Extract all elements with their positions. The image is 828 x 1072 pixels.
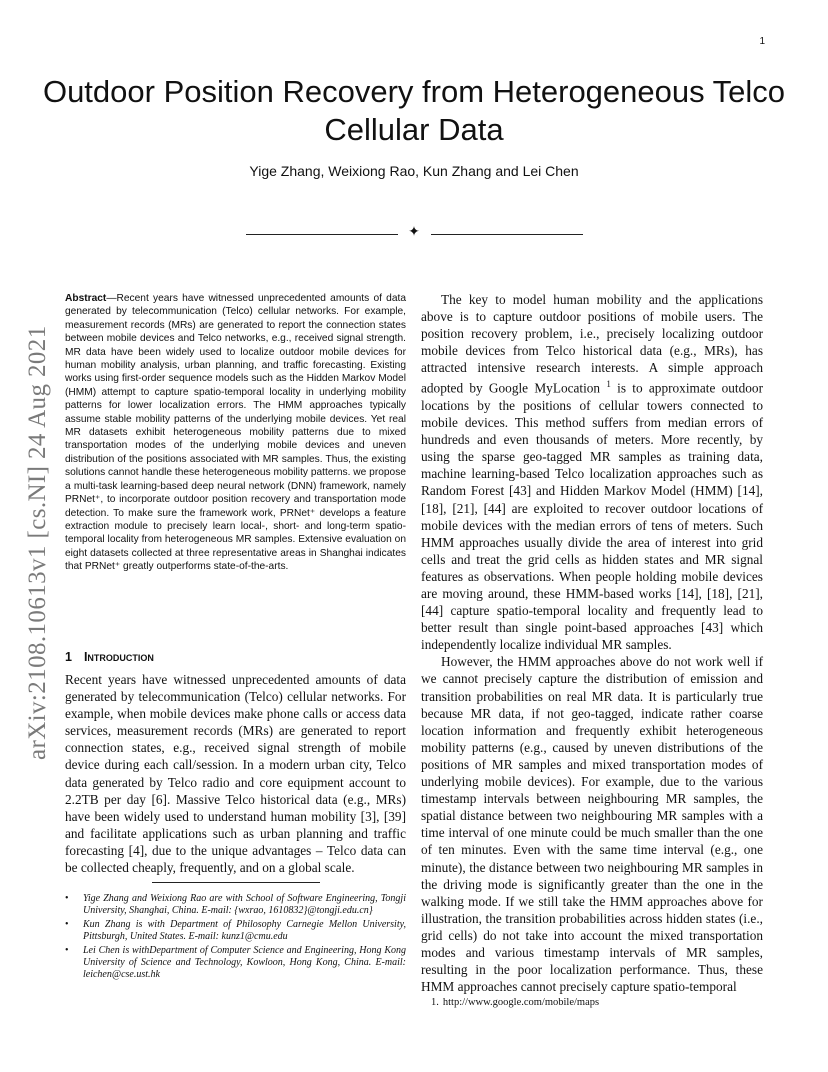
bullet-icon: • (65, 893, 69, 904)
abstract (65, 292, 406, 574)
footnote-number: 1. (431, 997, 439, 1008)
page-footnote (431, 997, 599, 1008)
right-column-paragraph (421, 291, 763, 653)
title-divider-right (431, 234, 583, 235)
paragraph-text: is to approximate outdoor locations by the positions of cellular towers connected to mobile devices. This method suffers from median errors of hundreds and even thousands of meters. More recently, by using the sparse geo-tagged MR samples as training data, machine learning-based Telco localization approaches such as Random Forest [43] and Hidden Markov Model (HMM) [14], [18], [21], [44] are exploited to recover outdoor locations of mobile devices with the median errors of tens of meters. Such HMM approaches usually divide the area of interest into grid cells and treat the grid cells as hidden states and MR signal features as observations. When people holding mobile devices are moving around, these HMM-based works [14], [18], [21], [44] capture spatio-temporal locality and frequently lead to better result than single point-based approaches [43] which independently localize individual MR samples. (421, 380, 763, 653)
affiliation-text: Kun Zhang is with Department of Philosophy Carnegie Mellon University, Pittsburgh, United States. E-mail: kunz1@cmu.edu (83, 918, 406, 943)
author-affiliations (65, 893, 406, 983)
footnote-url[interactable]: http://www.google.com/mobile/maps (442, 997, 600, 1008)
footnote-marker[interactable]: 1 (606, 379, 611, 390)
bullet-icon: • (65, 944, 69, 956)
section-number: 1 (65, 650, 72, 664)
divider-diamond-icon: ✦ (408, 224, 420, 240)
paragraph-text: The key to model human mobility and the applications above is to capture outdoor positions of mobile users. The position recovery problem, i.e., precisely localizing outdoor mobile devices from Telco historical data (e.g., MRs), has attracted intensive research interests. A simple approach adopted by Google MyLocation (421, 292, 763, 396)
paper-title: Outdoor Position Recovery from Heterogeneous Telco Cellular Data (42, 74, 786, 147)
arxiv-identifier-stamp: arXiv:2108.10613v1 [cs.NI] 24 Aug 2021 (24, 325, 51, 760)
right-column (421, 291, 763, 995)
affiliation-item (65, 919, 406, 944)
introduction-paragraph: Recent years have witnessed unprecedented amounts of data generated by telecommunication (Telco) cellular networks. For example, when mobile devices make phone calls or access data services, measurement records (MRs) are generated to report connection states, e.g., received signal strength of mobile device during each call/session. In a modern urban city, Telco data generated by Telco radio and core equipment account to 2.2TB per day [6]. Massive Telco historical data (e.g., MRs) have been widely used to understand human mobility [3], [39] and facilitate applications such as urban planning and traffic forecasting [4], due to the unique advantages – Telco data can be collected cheaply, frequently, and on a global scale. (65, 672, 406, 876)
abstract-text: —Recent years have witnessed unprecedented amounts of data generated by telecommunication (Telco) cellular networks. For example, measurement records (MRs) are generated to report the connection states between mobile devices and Telco networks, e.g., received signal strength. MR data have been widely used to localize outdoor mobile devices for human mobility analysis, urban planning, and traffic forecasting. Existing works using first-order sequence models such as the Hidden Markov Model (HMM) attempt to capture spatio-temporal locality in underlying mobility patterns for lower localization errors. The HMM approaches typically assume stable mobility patterns of the underlying mobile devices. Yet real MR datasets exhibit heterogeneous mobility patterns due to mixed transportation modes of the underlying mobile devices and uneven distribution of the positions associated with MR samples. Thus, the existing solutions cannot handle these heterogeneous mobility patterns. we propose a multi-task learning-based deep neural network (DNN) framework, namely PRNet⁺, to incorporate outdoor position recovery and transportation mode detection. To make sure the framework work, PRNet⁺ develops a feature extraction module to precisely learn local-, short- and long-term spatio-temporal locality from heterogeneous MR samples. Extensive evaluation on eight datasets collected at three representative areas in Shanghai indicates that PRNet⁺ greatly outperforms state-of-the-arts. (65, 293, 406, 573)
title-divider-left (246, 234, 398, 235)
page-number: 1 (759, 36, 765, 47)
affiliation-text: Lei Chen is withDepartment of Computer Science and Engineering, Hong Kong University of Science and Technology, Kowloon, Hong Kong, China. E-mail: leichen@cse.ust.hk (83, 944, 406, 981)
paper-authors: Yige Zhang, Weixiong Rao, Kun Zhang and Lei Chen (249, 163, 579, 179)
bullet-icon: • (65, 918, 69, 930)
affiliation-item (65, 945, 406, 982)
affiliation-item (65, 893, 406, 918)
section-heading-introduction (65, 650, 154, 664)
footnote-rule (152, 882, 320, 883)
affiliation-text: Yige Zhang and Weixiong Rao are with School of Software Engineering, Tongji University, Shanghai, China. E-mail: {wxrao, 1610832}@tongji.edu.cn} (83, 893, 406, 917)
section-title: Introduction (83, 650, 154, 664)
abstract-label: Abstract (65, 293, 107, 304)
right-column-paragraph: However, the HMM approaches above do not work well if we cannot precisely capture the distribution of emission and transition probabilities on real MR data. It is particularly true because MR data, if not geo-tagged, indicate rather coarse location information and frequently exhibit heterogeneous mobility patterns (e.g., caused by uneven distributions of the positions of MR samples and mixed transportation modes of underlying mobile devices). For example, due to the various timestamp intervals between neighbouring MR samples, the spatial distance between two neighbouring MR samples with a time interval of one minute could be much smaller than the one of ten minutes. Even with the same time interval (e.g., one minute), the distance between two neighbouring MR samples in the driving mode is significantly greater than the one in the walking mode. If we still take the HMM approaches above for illustration, the transition probabilities across hidden states (i.e., grid cells) do not take into account the mixed transportation modes and various timestamp intervals of MR samples, resulting in the poor localization performance. Thus, these HMM approaches cannot precisely capture spatio-temporal (421, 654, 763, 995)
